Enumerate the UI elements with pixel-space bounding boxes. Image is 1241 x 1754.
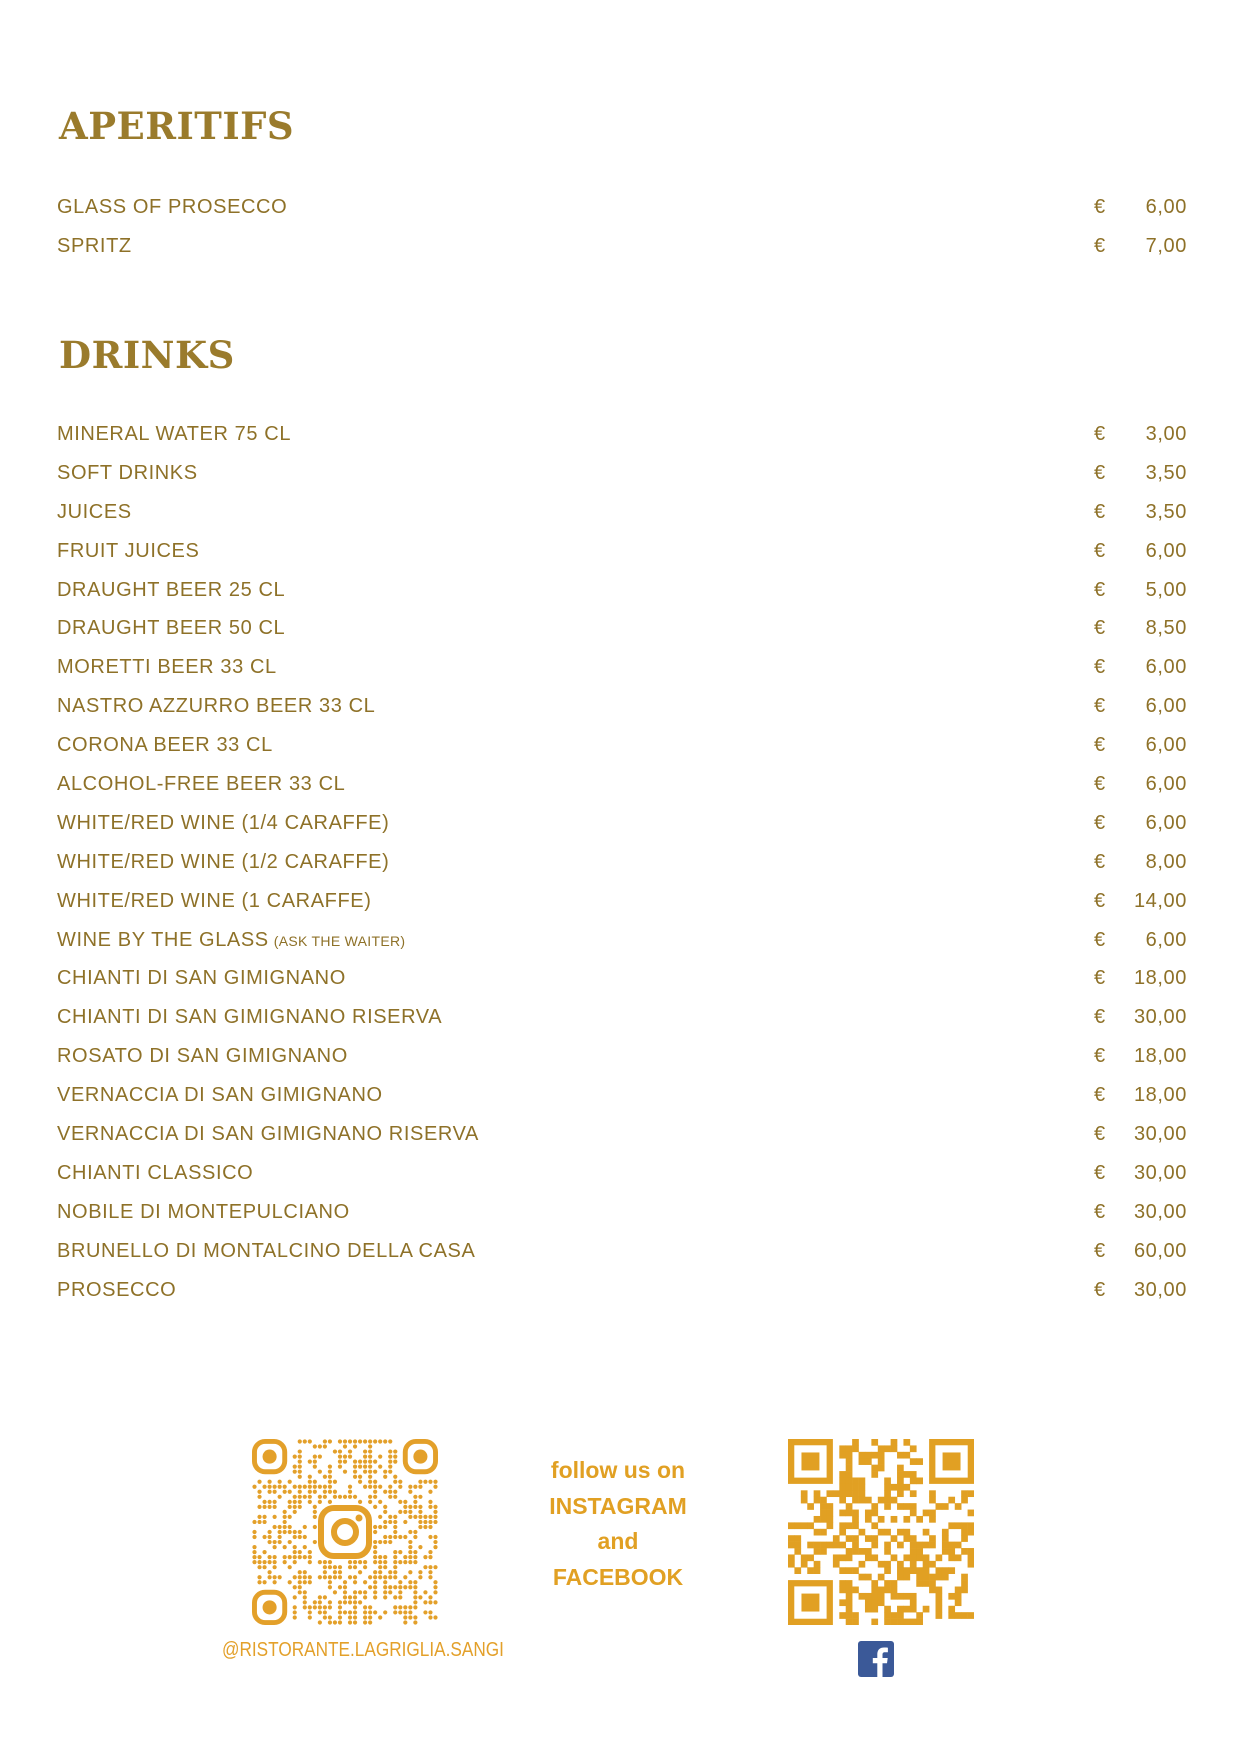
menu-item-row — [57, 648, 1187, 687]
menu-item-currency: € — [1094, 461, 1106, 484]
menu-item-label: WHITE/RED WINE (1 CARAFFE) — [57, 889, 372, 912]
menu-item-name — [57, 188, 287, 227]
menu-item-currency: € — [1094, 773, 1106, 796]
menu-item-price: 30,00 — [1133, 1200, 1187, 1223]
menu-item-currency: € — [1094, 578, 1106, 601]
menu-item-label: NOBILE DI MONTEPULCIANO — [57, 1200, 350, 1223]
menu-item-price: 30,00 — [1133, 1123, 1187, 1146]
menu-item-label: VERNACCIA DI SAN GIMIGNANO — [57, 1084, 383, 1107]
menu-item-name — [57, 1232, 475, 1271]
menu-item-row — [57, 843, 1187, 882]
menu-item-price: 8,50 — [1145, 617, 1187, 640]
menu-item-currency: € — [1094, 695, 1106, 718]
menu-item-name — [57, 415, 291, 454]
menu-item-row — [57, 454, 1187, 493]
menu-item-currency: € — [1094, 423, 1106, 445]
menu-item-row — [57, 804, 1187, 843]
menu-item-price: 6,00 — [1145, 811, 1187, 834]
menu-item-label: SPRITZ — [57, 234, 132, 257]
menu-item-name — [57, 454, 198, 493]
menu-item-name — [57, 998, 442, 1037]
facebook-qr-code-icon[interactable] — [788, 1439, 974, 1625]
menu-item-price: 6,00 — [1145, 773, 1187, 796]
menu-item-price: 6,00 — [1145, 196, 1187, 218]
menu-item-price: 30,00 — [1133, 1278, 1187, 1301]
menu-item-row — [57, 188, 1187, 227]
menu-item-name — [57, 648, 277, 687]
menu-item-label: GLASS OF PROSECCO — [57, 196, 288, 218]
menu-item-name — [57, 227, 132, 266]
menu-item-label: BRUNELLO DI MONTALCINO DELLA CASA — [57, 1239, 476, 1262]
menu-item-row — [57, 1076, 1187, 1115]
menu-item-row — [57, 765, 1187, 804]
menu-item-label: CORONA BEER 33 CL — [57, 734, 273, 757]
menu-item-currency: € — [1094, 1084, 1106, 1107]
menu-item-currency: € — [1094, 1123, 1106, 1146]
menu-item-label: VERNACCIA DI SAN GIMIGNANO RISERVA — [57, 1123, 479, 1146]
drinks-title: DRINKS — [59, 333, 235, 377]
menu-item-price: 6,00 — [1145, 695, 1187, 718]
menu-item-name — [57, 1076, 383, 1115]
menu-item-currency: € — [1094, 1200, 1106, 1223]
menu-item-label: JUICES — [57, 500, 132, 523]
menu-item-label: NASTRO AZZURRO BEER 33 CL — [57, 695, 376, 718]
menu-item-name — [57, 1115, 479, 1154]
menu-item-currency: € — [1094, 656, 1106, 679]
menu-item-price: 14,00 — [1133, 889, 1187, 912]
menu-item-name — [57, 765, 345, 804]
menu-item-row — [57, 227, 1187, 266]
drinks-list — [57, 415, 1187, 1309]
menu-item-name — [57, 882, 372, 921]
menu-item-name — [57, 532, 199, 571]
menu-item-name — [57, 843, 389, 882]
menu-item-row — [57, 532, 1187, 571]
menu-item-note: (ASK THE WAITER) — [273, 932, 406, 949]
follow-line: FACEBOOK — [552, 1563, 684, 1590]
menu-item-price: 6,00 — [1145, 734, 1187, 757]
menu-item-currency: € — [1094, 196, 1106, 218]
menu-item-label: ROSATO DI SAN GIMIGNANO — [57, 1045, 348, 1068]
menu-item-label: WHITE/RED WINE (1/2 CARAFFE) — [57, 850, 390, 873]
follow-line: and — [597, 1528, 639, 1554]
menu-item-name — [57, 571, 285, 610]
menu-item-name — [57, 493, 132, 532]
menu-item-label: CHIANTI DI SAN GIMIGNANO — [57, 967, 346, 990]
menu-item-currency: € — [1094, 889, 1106, 912]
menu-item-currency: € — [1094, 967, 1106, 990]
instagram-handle[interactable]: @RISTORANTE.LAGRIGLIA.SANGI — [222, 1639, 504, 1661]
menu-item-price: 8,00 — [1145, 850, 1187, 873]
menu-item-currency: € — [1094, 1239, 1106, 1262]
menu-item-price: 30,00 — [1133, 1006, 1187, 1029]
menu-item-price: 7,00 — [1145, 234, 1187, 257]
menu-item-price: 18,00 — [1133, 967, 1187, 990]
menu-item-currency: € — [1094, 234, 1106, 257]
menu-item-price: 18,00 — [1133, 1045, 1187, 1068]
menu-item-label: SOFT DRINKS — [57, 461, 198, 484]
menu-item-name — [57, 1037, 348, 1076]
menu-item-currency: € — [1094, 1278, 1106, 1301]
menu-item-price: 18,00 — [1133, 1084, 1187, 1107]
menu-item-name — [57, 1154, 253, 1193]
follow-line: INSTAGRAM — [549, 1492, 687, 1519]
follow-us-text — [518, 1453, 718, 1595]
menu-item-currency: € — [1094, 734, 1106, 757]
menu-item-row — [57, 921, 1187, 960]
menu-item-currency: € — [1094, 850, 1106, 873]
menu-item-currency: € — [1094, 617, 1106, 640]
menu-item-currency: € — [1094, 1161, 1106, 1184]
aperitifs-list — [57, 188, 1187, 266]
menu-item-name — [57, 687, 375, 726]
menu-item-row — [57, 882, 1187, 921]
menu-item-label: ALCOHOL-FREE BEER 33 CL — [57, 773, 346, 796]
facebook-icon[interactable] — [858, 1641, 894, 1677]
menu-item-label: MINERAL WATER 75 CL — [57, 423, 292, 445]
menu-item-name — [57, 609, 285, 648]
menu-item-row — [57, 1037, 1187, 1076]
menu-item-price: 3,50 — [1145, 461, 1187, 484]
menu-item-row — [57, 1154, 1187, 1193]
menu-item-name — [57, 804, 389, 843]
menu-item-row — [57, 1271, 1187, 1310]
menu-item-label: DRAUGHT BEER 50 CL — [57, 617, 286, 640]
menu-item-row — [57, 1193, 1187, 1232]
menu-item-row — [57, 687, 1187, 726]
menu-item-label: WHITE/RED WINE (1/4 CARAFFE) — [57, 811, 390, 834]
menu-item-row — [57, 1232, 1187, 1271]
menu-item-price: 3,00 — [1145, 423, 1187, 445]
menu-item-row — [57, 998, 1187, 1037]
menu-item-row — [57, 493, 1187, 532]
menu-item-label: CHIANTI CLASSICO — [57, 1161, 254, 1184]
menu-item-currency: € — [1094, 1045, 1106, 1068]
menu-item-currency: € — [1094, 500, 1106, 523]
menu-item-name — [57, 921, 405, 961]
menu-item-price: 30,00 — [1133, 1161, 1187, 1184]
menu-item-row — [57, 726, 1187, 765]
menu-item-name — [57, 1271, 176, 1310]
instagram-qr-code-icon[interactable] — [252, 1439, 438, 1625]
menu-item-row — [57, 609, 1187, 648]
follow-line: follow us on — [550, 1457, 686, 1483]
menu-item-price: 60,00 — [1133, 1239, 1187, 1262]
menu-item-price: 5,00 — [1145, 578, 1187, 601]
menu-item-name — [57, 726, 273, 765]
menu-item-currency: € — [1094, 811, 1106, 834]
menu-item-currency: € — [1094, 928, 1106, 951]
menu-item-row — [57, 415, 1187, 454]
menu-item-label: WINE BY THE GLASS — [57, 928, 269, 951]
menu-item-label: FRUIT JUICES — [57, 539, 200, 562]
menu-item-label: DRAUGHT BEER 25 CL — [57, 578, 286, 601]
menu-item-price: 6,00 — [1145, 539, 1187, 562]
menu-item-row — [57, 959, 1187, 998]
menu-item-row — [57, 571, 1187, 610]
menu-item-label: PROSECCO — [57, 1278, 177, 1301]
menu-item-currency: € — [1094, 539, 1106, 562]
menu-item-row — [57, 1115, 1187, 1154]
menu-item-label: MORETTI BEER 33 CL — [57, 656, 277, 679]
menu-item-name — [57, 1193, 350, 1232]
menu-item-price: 6,00 — [1145, 928, 1187, 951]
menu-item-label: CHIANTI DI SAN GIMIGNANO RISERVA — [57, 1006, 443, 1029]
menu-item-name — [57, 959, 346, 998]
aperitifs-title: APERITIFS — [59, 104, 295, 148]
menu-item-currency: € — [1094, 1006, 1106, 1029]
menu-item-price: 3,50 — [1145, 500, 1187, 523]
menu-item-price: 6,00 — [1145, 656, 1187, 679]
